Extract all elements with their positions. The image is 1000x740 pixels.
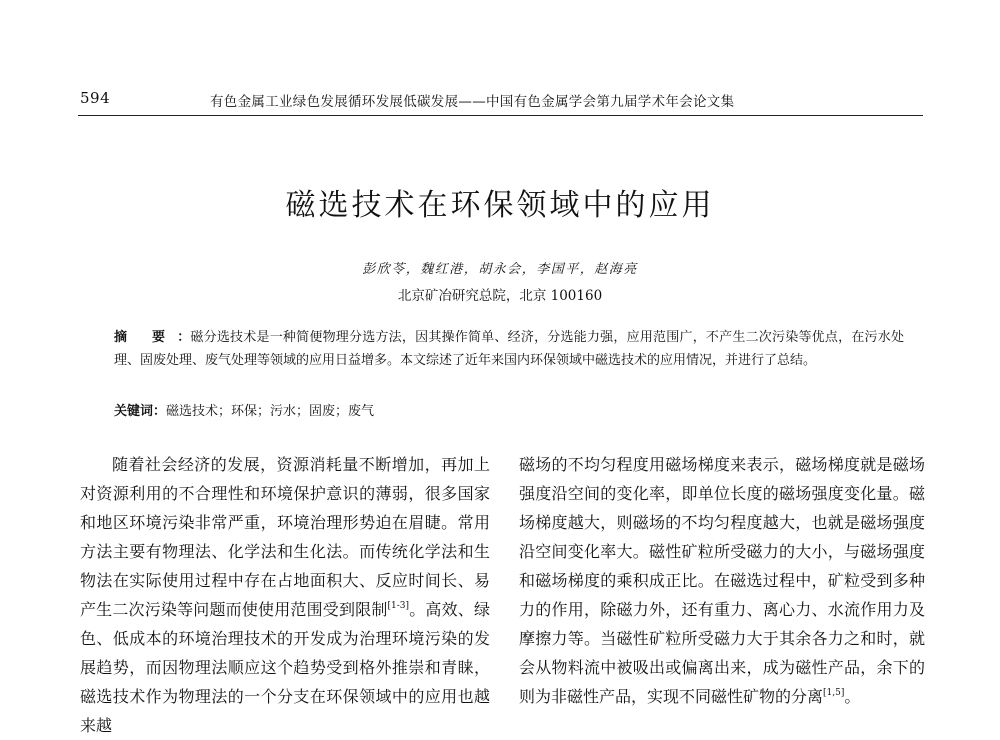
citation-ref: [1,5] <box>823 688 845 698</box>
body-text: 。高效、绿色、低成本的环境治理技术的开发成为治理环境污染的发展趋势，而因物理法顺应这个趋势受到格外推崇和青睐，磁选技术作为物理法的一个分支在环保领域中的应用也越来越 <box>80 600 490 735</box>
body-paragraph <box>519 450 925 711</box>
body-text: 磁场的不均匀程度用磁场梯度来表示，磁场梯度就是磁场强度沿空间的变化率，即单位长度的磁场强度变化量。磁场梯度越大，则磁场的不均匀程度越大，也就是磁场强度沿空间变化率大。磁性矿粒所受磁力的大小，与磁场强度和磁场梯度的乘积成正比。在磁选过程中，矿粒受到多种力的作用，除磁力外，还有重力、离心力、水流作用力及摩擦力等。当磁性矿粒所受磁力大于其余各力之和时，就会从物料流中被吸出或偏离出来，成为磁性产品，余下的则为非磁性产品，实现不同磁性矿物的分离 <box>519 455 925 706</box>
body-text: 。 <box>844 687 861 706</box>
body-paragraph <box>80 450 490 740</box>
citation-ref: [1-3] <box>387 601 410 611</box>
body-text: 随着社会经济的发展，资源消耗量不断增加，再加上对资源利用的不合理性和环境保护意识的薄弱，很多国家和地区环境污染非常严重，环境治理形势迫在眉睫。常用方法主要有物理法、化学法和生化法。而传统化学法和生物法在实际使用过程中存在占地面积大、反应时间长、易产生二次污染等问题而使使用范围受到限制 <box>80 455 490 619</box>
keywords-label: 关键词： <box>114 404 167 419</box>
body-column-left <box>80 450 490 740</box>
page-number: 594 <box>80 89 111 107</box>
abstract <box>114 326 904 372</box>
abstract-label: 摘 要 <box>114 330 176 345</box>
running-head: 有色金属工业绿色发展循环发展低碳发展——中国有色金属学会第九届学术年会论文集 <box>210 94 735 110</box>
abstract-text: 磁分选技术是一种简便物理分选方法，因其操作简单、经济，分选能力强，应用范围广，不产生二次污染等优点，在污水处理、固废处理、废气处理等领域的应用日益增多。本文综述了近年来国内环保领域中磁选技术的应用情况，并进行了总结。 <box>114 330 904 368</box>
header-rule <box>78 115 923 116</box>
abstract-label-colon: ： <box>177 330 191 345</box>
author-list: 彭欣苓，魏红港，胡永会，李国平，赵海亮 <box>362 262 638 277</box>
affiliation: 北京矿冶研究总院，北京 100160 <box>397 288 603 304</box>
paper-title: 磁选技术在环保领域中的应用 <box>285 188 715 223</box>
keywords-text: 磁选技术；环保；污水；固废；废气 <box>166 404 375 419</box>
keywords <box>114 402 904 422</box>
body-column-right <box>519 450 925 711</box>
